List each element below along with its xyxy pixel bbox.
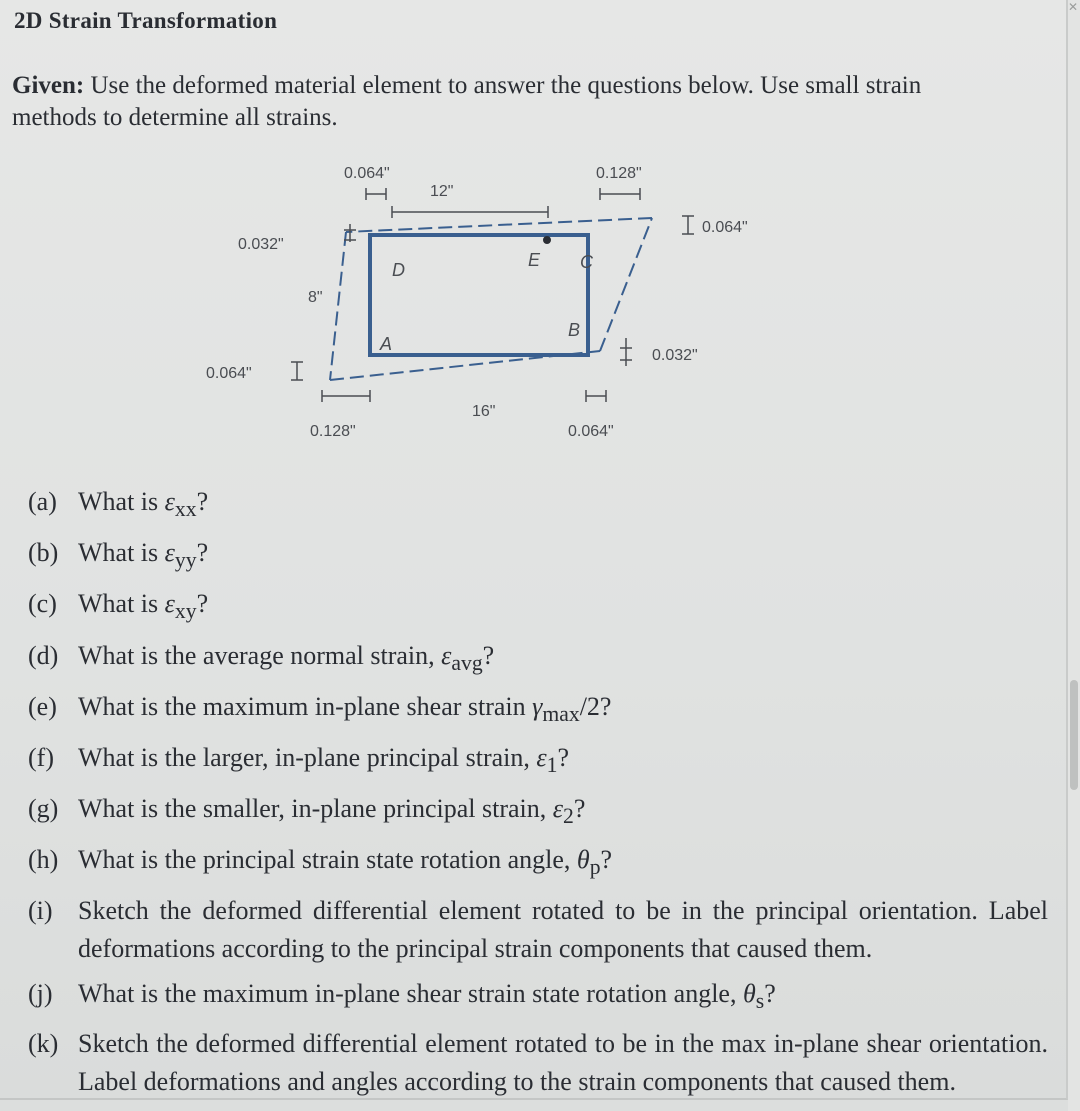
label-top-left-dx: 0.064"	[344, 165, 390, 182]
label-left-top-dy: 0.032"	[238, 236, 284, 253]
question-c: (c) What is $\varepsilon_{xy}$?	[28, 589, 209, 624]
label-top-length: 12"	[430, 183, 454, 200]
scroll-thumb[interactable]	[1070, 680, 1078, 790]
label-right-bottom-dy: 0.032"	[652, 347, 698, 364]
question-e: (e) What is the maximum in-plane shear strain $\gamma_{max}/2$?	[28, 691, 612, 726]
label-point-D: D	[392, 260, 405, 280]
label-bottom-left-dx: 0.128"	[310, 423, 356, 440]
label-left-height: 8"	[308, 289, 323, 306]
dim-bottom-left-dx	[322, 390, 370, 402]
point-E-marker	[543, 236, 551, 244]
dim-top-right-dx	[600, 188, 640, 200]
question-a: (a) What is $\varepsilon_{xx}$?	[28, 487, 209, 522]
label-left-bottom-dy: 0.064"	[206, 365, 252, 382]
dim-top-length	[392, 206, 548, 218]
dim-top-left-dx	[366, 188, 386, 200]
corner-mark-icon: ✕	[1067, 0, 1078, 14]
label-point-B: B	[568, 320, 581, 340]
given-text: Use the deformed material element to answer the questions below. Use small strain methods to determine all strains.	[12, 72, 922, 131]
question-b: (b) What is $\varepsilon_{yy}$?	[28, 538, 209, 573]
question-d: (d) What is the average normal strain, $\varepsilon_{avg}$?	[28, 640, 495, 675]
question-list	[28, 480, 1048, 1105]
question-i: (i) Sketch the deformed differential element rotated to be in the principal orientation. Label deformations according to the principal strain components that caused them.	[28, 895, 1048, 963]
dim-right-top-dy	[682, 216, 694, 234]
label-bottom-right-dx: 0.064"	[568, 423, 614, 440]
element-diagram	[0, 150, 1066, 480]
given-label: Given:	[12, 72, 85, 99]
question-k: (k) Sketch the deformed differential element rotated to be in the max in-plane shear orientation. Label deformations and angles according to the strain components that caused them.	[28, 1028, 1048, 1096]
label-top-right-dx: 0.128"	[596, 165, 642, 182]
label-right-top-dy: 0.064"	[702, 219, 748, 236]
vertical-scrollbar[interactable]	[1068, 0, 1080, 1111]
label-bottom-length: 16"	[472, 403, 496, 420]
undeformed-element	[370, 235, 588, 355]
label-point-E: E	[528, 250, 541, 270]
deformed-element-figure	[0, 150, 1080, 480]
question-h: (h) What is the principal strain state rotation angle, $\theta_p$?	[28, 845, 613, 880]
given-statement	[12, 70, 1012, 134]
question-j: (j) What is the maximum in-plane shear strain state rotation angle, $\theta_s$?	[28, 978, 776, 1013]
question-g: (g) What is the smaller, in-plane principal strain, $\varepsilon_2$?	[28, 794, 586, 829]
dim-bottom-right-dx	[586, 390, 606, 402]
page-title: 2D Strain Transformation	[14, 8, 278, 33]
label-point-A: A	[380, 334, 393, 354]
label-point-C: C	[580, 252, 593, 272]
dim-left-bottom-dy	[291, 362, 303, 380]
question-f: (f) What is the larger, in-plane principal strain, $\varepsilon_1$?	[28, 742, 570, 778]
dim-right-bottom-dy	[620, 338, 632, 366]
